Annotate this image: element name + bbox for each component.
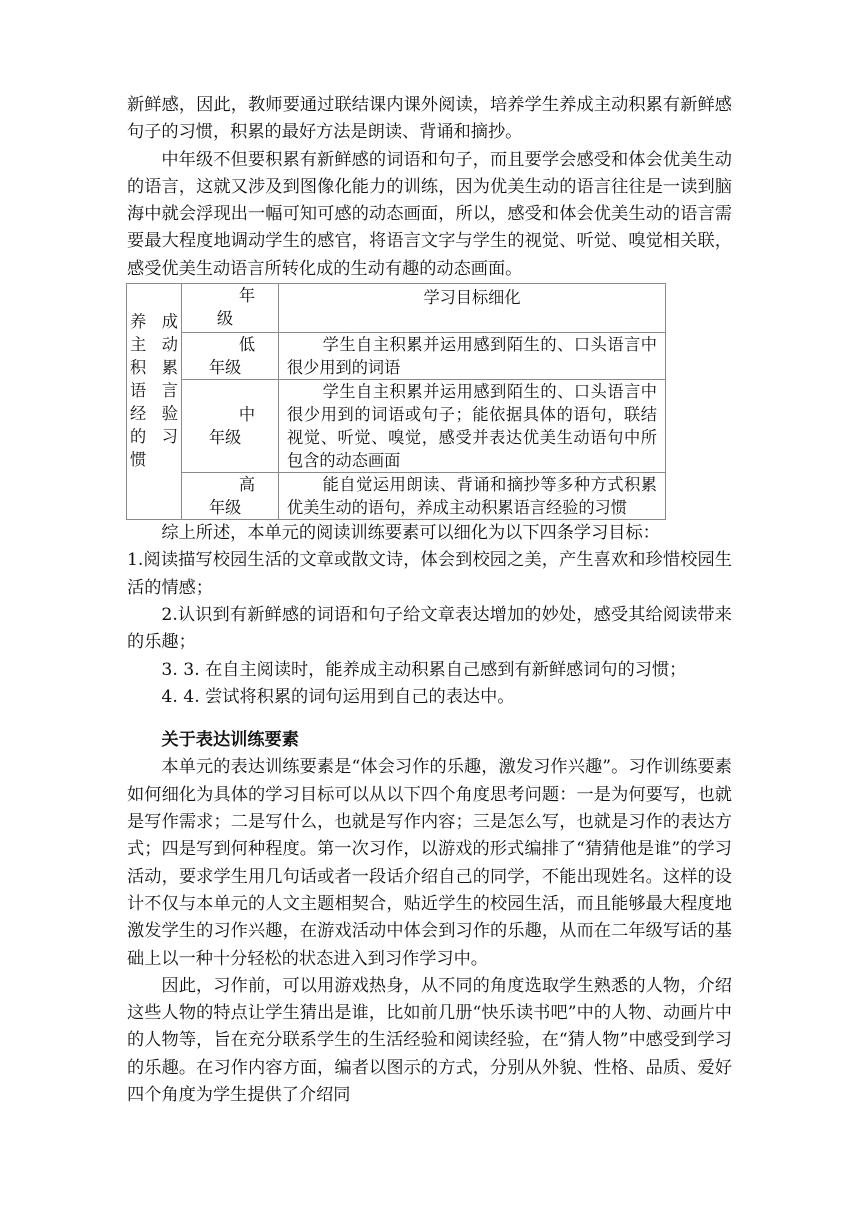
target-cell-middle bbox=[279, 380, 666, 473]
target-cell-high bbox=[279, 473, 666, 520]
document-page bbox=[127, 92, 732, 1109]
target-cell-low bbox=[279, 333, 666, 380]
table-header-grade bbox=[182, 284, 279, 333]
target-text-high: 能自觉运用朗读、背诵和摘抄等多种方式积累优美生动的语句，养成主动积累语言经验的习惯 bbox=[287, 475, 657, 518]
target-text-middle: 学生自主积累并运用感到陌生的、口头语言中很少用到的词语或句子；能依据具体的语句，联结视觉、听觉、嗅觉，感受并表达优美生动语句中所包含的动态画面 bbox=[287, 382, 657, 471]
grade-low-line2: 年级 bbox=[208, 358, 242, 378]
grade-middle-line2: 年级 bbox=[208, 428, 242, 448]
goal-item-2: 2.认识到有新鲜感的词语和句子给文章表达增加的妙处，感受其给阅读带来的乐趣； bbox=[127, 604, 732, 653]
grade-cell-middle bbox=[182, 380, 279, 473]
section-heading: 关于表达训练要素 bbox=[161, 730, 299, 751]
goal-item-3: 3. 3. 在自主阅读时，能养成主动积累自己感到有新鲜感词句的习惯； bbox=[161, 659, 687, 680]
paragraph-expression-elements: 本单元的表达训练要素是“体会习作的乐趣，激发习作兴趣”。习作训练要素如何细化为具体的学习目标可以从以下四个角度思考问题：一是为何要写，也就是写作需求；二是写什么，也就是写作内容；三是怎么写，也就是习作的表达方式；四是写到何种程度。第一次习作，以游戏的形式编排了“猜猜他是谁”的学习活动，要求学生用几句话或者一段话介绍自己的同学，不能出现姓名。这样的设计不仅与本单元的人文主题相契合，贴近学生的校园生活，而且能够最大程度地激发学生的习作兴趣，在游戏活动中体会到习作的乐趣，从而在二年级写话的基础上以一种十分轻松的状态进入到习作学习中。 bbox=[127, 757, 732, 969]
grade-cell-low bbox=[182, 333, 279, 380]
goal-item-1: 1.阅读描写校园生活的文章或散文诗，体会到校园之美，产生喜欢和珍惜校园生活的情感； bbox=[127, 550, 732, 598]
paragraph-middle-grade: 中年级不但要积累有新鲜感的词语和句子，而且要学会感受和体会优美生动的语言，这就又涉及到图像化能力的训练，因为优美生动的语言往往是一读到脑海中就会浮现出一幅可知可感的动态画面，所以，感受和体会优美生动的语言需要最大程度地调动学生的感官，将语言文字与学生的视觉、听觉、嗅觉相关联，感受优美生动语言所转化成的生动有趣的动态画面。 bbox=[127, 149, 732, 279]
learning-goals-table bbox=[126, 283, 666, 520]
grade-cell-high bbox=[182, 473, 279, 520]
header-grade-line1: 年 bbox=[238, 286, 256, 306]
table-header-target: 学习目标细化 bbox=[279, 284, 666, 333]
target-text-low: 学生自主积累并运用感到陌生的、口头语言中很少用到的词语 bbox=[287, 335, 657, 378]
grade-middle-line1: 中 bbox=[238, 405, 256, 425]
grade-high-line1: 高 bbox=[238, 475, 256, 495]
goal-item-4: 4. 4. 尝试将积累的词句运用到自己的表达中。 bbox=[161, 686, 515, 707]
summary-paragraph: 综上所述，本单元的阅读训练要素可以细化为以下四条学习目标： bbox=[161, 523, 660, 544]
grade-high-line2: 年级 bbox=[208, 498, 242, 518]
table-theme-cell: 养成主动积累语言经验的习惯 bbox=[127, 284, 182, 520]
header-grade-line2: 级 bbox=[216, 309, 234, 329]
section-gap bbox=[127, 711, 732, 727]
paragraph-before-writing: 因此，习作前，可以用游戏热身，从不同的角度选取学生熟悉的人物，介绍这些人物的特点让学生猜出是谁，比如前几册“快乐读书吧”中的人物、动画片中的人物等，旨在充分联系学生的生活经验和阅读经验，在“猜人物”中感受到学习的乐趣。在习作内容方面，编者以图示的方式，分别从外貌、性格、品质、爱好四个角度为学生提供了介绍同 bbox=[127, 975, 732, 1106]
paragraph-continuation: 新鲜感，因此，教师要通过联结课内课外阅读，培养学生养成主动积累有新鲜感句子的习惯，积累的最好方法是朗读、背诵和摘抄。 bbox=[127, 95, 732, 143]
grade-low-line1: 低 bbox=[238, 335, 256, 355]
